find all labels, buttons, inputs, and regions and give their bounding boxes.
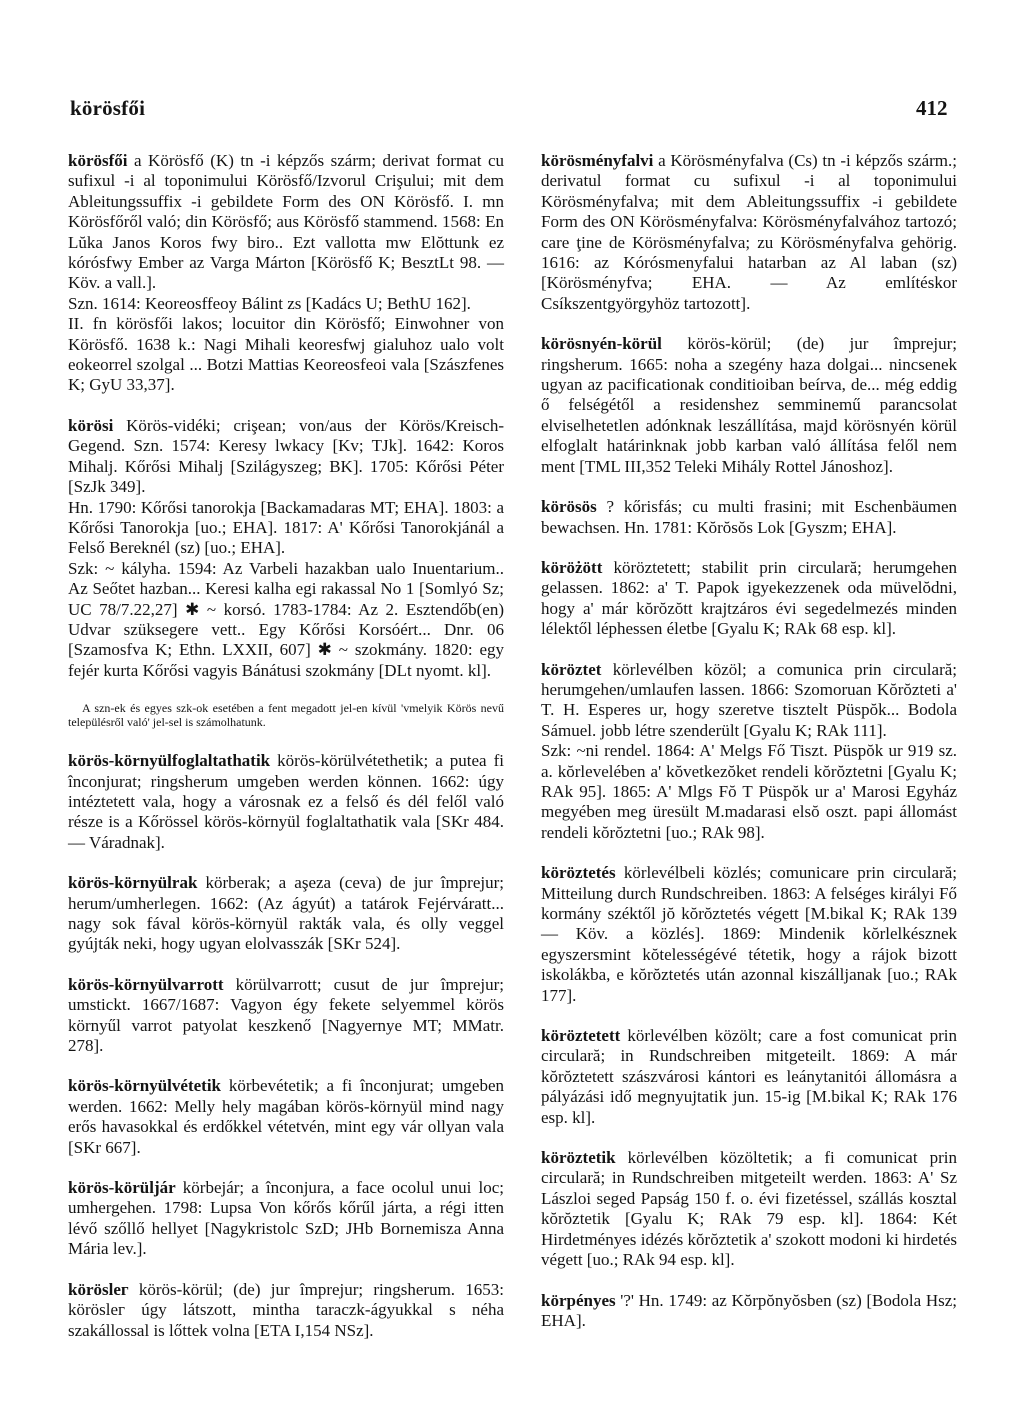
entry-paragraph [68, 1280, 504, 1341]
dictionary-entry [68, 1280, 504, 1341]
entry-paragraph [68, 559, 504, 681]
dictionary-entry [541, 497, 957, 538]
dictionary-entry [68, 416, 504, 681]
entry-text: II. fn körösfői lakos; locuitor din Körösfő; Einwohner von Körösfő. 1638 k.: Nagi Mihali keoresfwj gialuhoz ualo volt eokeorrel szolgal ... Botzi Mattias Keoreosfeoi vala [Szászfenes K; GyU 33,37]. [68, 314, 504, 395]
right-column [541, 151, 957, 1351]
entry-paragraph [68, 1076, 504, 1158]
dictionary-entry [68, 751, 504, 853]
entry-text: körbejár; a înconjura, a face ocolul unui loc; umhergehen. 1798: Lupsa Von kőrős kőrűl járta, a régi itten lévő szőllő hellyet [Nagykristolc SzD; JHb Bornemisza Anna Mária lev.]. [68, 1178, 505, 1259]
dictionary-entry [541, 334, 957, 477]
entry-text: körös-körül; (de) jur împrejur; ringsherum. 1665: noha a szegény haza dolgai... nincsenek ugyan az pacificationak conditioiban beírva, de... még eddig ő felségétől a residenshez semminemű parancsolat elviselhetetlen adónknak leszállítása, majd körösnyén körül elfoglalt határinknak jobb karban való állítása felől nem ment [TML III,352 Teleki Mihály Rottel Jánoshoz]. [541, 334, 958, 476]
dictionary-entry [68, 975, 504, 1057]
entry-paragraph [68, 1178, 504, 1260]
entry-headword: körpényes [541, 1290, 616, 1310]
dictionary-entry [541, 151, 957, 314]
entry-headword: körös-körüljár [68, 1178, 176, 1198]
entry-headword: körös-környülvétetik [68, 1076, 221, 1096]
dictionary-entry [68, 151, 504, 396]
entry-text: a Körösfő (K) tn -i képzős szárm; derivat format cu sufixul -i al toponimului Körösfő/Izvorul Crişului; mit dem Ableitungssuffix -i gebildete Form des ON Körösfő. I. mn Körösfőről való; din Körösfő; aus Körösfő stammend. 1568: En Lŭka Janos Koros fwy biro.. Ezt vallotta mw Elŏttunk ez kórósfwy Ember az Varga Márton [Körösfő K; BesztLt 98. — Köv. a vall.]. [68, 151, 505, 293]
entry-headword: köröslег [68, 1279, 129, 1299]
entry-paragraph [541, 558, 957, 640]
dictionary-entry [68, 1076, 504, 1158]
entry-text: körlevélben közöltetik; a fi comunicat prin circulară; in Rundschreiben mitgeteilt werden. 1863: A' Sz Lászloi seged Papság 150 f. o. évi fizetéssel, szállás kosztal kŏrŏztetik [Gyalu K; RAk 79 esp. kl]. 1864: Két Hirdetményes idézés kŏrŏztetik a' szokott modoni ki hirdetés végett [uo.; RAk 94 esp. kl]. [541, 1148, 957, 1270]
left-column [68, 151, 504, 1361]
entry-text: '?' Hn. 1749: az Kŏrpŏnyŏsben (sz) [Bodola Hsz; EHA]. [541, 1290, 957, 1330]
entry-paragraph [68, 314, 504, 396]
entry-paragraph [541, 1291, 957, 1332]
dictionary-entry [541, 1026, 957, 1128]
dictionary-entry [541, 1148, 957, 1270]
entry-headword: körös-környülfoglaltathatik [68, 751, 271, 771]
entry-paragraph [68, 498, 504, 559]
entry-text: a Körösményfalva (Cs) tn -i képzős szárm.; derivatul format cu sufixul -i al toponimului Körösményfalva; mit dem Ableitungssuffix -i gebildete Form des ON Körösményfalva: Körösményfalvához tartozó; care ţine de Körösményfalva; zu Körösményfalva gehörig. 1616: az Kórósmenyfalui hatarban az Al laban (sz) [Körösményfva; EHA. — Az említéskor Csíkszentgyörgyhöz tartozott]. [541, 151, 958, 313]
entry-text: körlevélben közölt; care a fost comunicat prin circulară; in Rundschreiben mitgeteilt. 1869: A már kŏrŏztetett szászvárosi kántori es leánytanitói állomásra a pályázási idő megnyujtatik jun. 15-ig [M.bikal K; RAk 176 esp. kl]. [541, 1026, 957, 1127]
entry-paragraph [541, 1026, 957, 1128]
entry-paragraph [541, 863, 957, 1006]
entry-text: Szk: ~ kályha. 1594: Az Varbeli hazakban ualo Inuentarium.. Az Seőtet hazban... Keresi kalha egi rakassal No 1 [Somlyó Sz; UC 78/7.22,27] ✱ ~ korsó. 1783-1784: Az 2. Esztendőb(en) Udvar szüksegere vett.. Egy Kőrősi Korsóért... Dnr. 06 [Szamosfva K; Ethn. LXXII, 607] ✱ ~ szokmány. 1820: egy fejér kurta Kőrősi vagyis Bánátusi szokmány [DLt nyomt. kl]. [68, 558, 504, 680]
entry-headword: körösi [68, 415, 114, 435]
entry-paragraph [541, 334, 957, 477]
dictionary-entry [541, 1291, 957, 1332]
entry-paragraph [68, 294, 504, 314]
entry-paragraph [68, 151, 504, 294]
entry-text: Körös-vidéki; crişean; von/aus der Körös/Kreisch-Gegend. Szn. 1574: Keresy lwkacy [Kv; TJk]. 1642: Koros Mihalj. Kőrősi Mihalj [Szilágyszeg; BK]. 1705: Kőrősi Péter [SzJk 349]. [68, 415, 505, 497]
entry-text: körberak; a aşeza (ceva) de jur împrejur; herum/umherlegen. 1662: (Az ágyút) a tatárok Fejérváratt... nagy sok fával körös-környül rakták vala, és olly veggel gyújták neki, hogy ugyan elolvasszák [SKr 524]. [68, 873, 504, 954]
entry-headword: köröztet [541, 659, 602, 679]
entry-headword: körös-környülvarrott [68, 974, 224, 994]
entry-paragraph [68, 416, 504, 498]
entry-headword: körösös [541, 497, 597, 517]
entry-paragraph [68, 975, 504, 1057]
entry-paragraph [541, 741, 957, 843]
entry-headword: körös-környülrak [68, 873, 198, 893]
entry-paragraph [541, 151, 957, 314]
entry-headword: körösnyén-körül [541, 334, 662, 354]
dictionary-entry [68, 873, 504, 955]
entry-headword: köröztetés [541, 863, 616, 883]
entry-paragraph [541, 1148, 957, 1270]
entry-text: körülvarrott; cusut de jur împrejur; umstickt. 1667/1687: Vagyon égy fekete selyemmel körös környűl varrot patyolat keszkenő [Nagyernye MT; MMatr. 278]. [68, 974, 505, 1056]
running-headword: körösfői [70, 96, 146, 120]
footnote: A szn-ek és egyes szk-ok esetében a fent megadott jel-en kívül 'vmelyik Körös nevű településről való' jel-sel is számolhatunk. [68, 701, 504, 730]
entry-paragraph [541, 660, 957, 742]
entry-headword: körösfői [68, 151, 128, 170]
entry-headword: köröztetett [541, 1026, 621, 1046]
entry-paragraph [541, 497, 957, 538]
dictionary-entry [541, 660, 957, 844]
entry-text: Hn. 1790: Kőrősi tanorokja [Backamadaras MT; EHA]. 1803: a Kőrősi Tanorokja [uo.; EHA]. 1817: A' Kőrősi Tanorokjánál a Felső Bereknél (sz) [uo.; EHA]. [68, 497, 504, 558]
entry-text: köröztetett; stabilit prin circulară; herumgehen gelassen. 1862: a' T. Papok igyekezzenek oda müvelŏdni, hogy a' már kŏrŏzŏtt krajtzáros évi segedelmezés minden lélektől léphessen életbe [Gyalu K; RAk 68 esp. kl]. [541, 557, 957, 639]
dictionary-entry [541, 558, 957, 640]
dictionary-entry [541, 863, 957, 1006]
entry-paragraph [68, 873, 504, 955]
entry-text: körlevélben közöl; a comunica prin circulară; herumgehen/umlaufen lassen. 1866: Szomoruan Kŏrŏzteti a' T. H. Esperes ur, hogy szeretve tisztelt Püspŏk... Bodola Sámuel. jobb létre szenderült [Gyalu K; RAk 111]. [541, 659, 958, 740]
dictionary-entry [68, 1178, 504, 1260]
entry-text: körbevétetik; a fi înconjurat; umgeben werden. 1662: Melly hely magában körös-környül mind nagy erős havasokkal és erdőkkel vétetvén, mint egy vár ollyan vala [SKr 667]. [68, 1076, 505, 1157]
entry-paragraph [68, 751, 504, 853]
entry-text: Szn. 1614: Keoreosffeoy Bálint zs [Kadács U; BethU 162]. [68, 293, 471, 313]
entry-text: Szk: ~ni rendel. 1864: A' Melgs Fő Tiszt. Püspŏk ur 919 sz. a. kŏrlevelében a' kŏvetkezŏket rendeli kŏrŏztetni [Gyalu K; RAk 95]. 1865: A' Mlgs Fŏ T Püspŏk ur a' Marosi Egyház megyében meg üresült M.madarasi elsŏ oszt. papi állomást rendeli kŏrŏztetni [uo.; RAk 98]. [541, 741, 957, 842]
entry-headword: köröztetik [541, 1148, 616, 1168]
entry-headword: körösményfalvi [541, 151, 654, 170]
entry-text: körös-körülvétethetik; a putea fi înconjurat; ringsherum umgeben werden können. 1662: úgy intéztetett vala, hogy a városnak ez a felső és dél felől való része is a Kőrössel körös-környül foglaltathatik vala [SKr 484. — Váradnak]. [68, 751, 504, 852]
entry-text: ? kőrisfás; cu multi frasini; mit Eschenbäumen bewachsen. Hn. 1781: Kŏrŏsŏs Lok [Gyszm; EHA]. [541, 497, 958, 537]
entry-text: körös-körül; (de) jur împrejur; ringsherum. 1653: köröslег úgy látszott, mintha taraczk-ágyukkal s néha szakállossal is lőttek volna [ETA I,154 NSz]. [68, 1279, 505, 1340]
page-number: 412 [916, 96, 948, 120]
entry-text: körlevélbeli közlés; comunicare prin circulară; Mitteilung durch Rundschreiben. 1863: A felséges királyi Fő kormány széktől jŏ kŏrŏztetés végett [M.bikal K; RAk 139 — Köv. a közlés]. 1869: Mindenik kŏrlelkésznek egyszersmint kŏtelességévé tétetik, hogy a rájok bizott iskolákba, e kŏrŏztetés után azonnal kiszálljanak [uo.; RAk 177]. [541, 863, 957, 1005]
entry-headword: köröżött [541, 557, 603, 577]
